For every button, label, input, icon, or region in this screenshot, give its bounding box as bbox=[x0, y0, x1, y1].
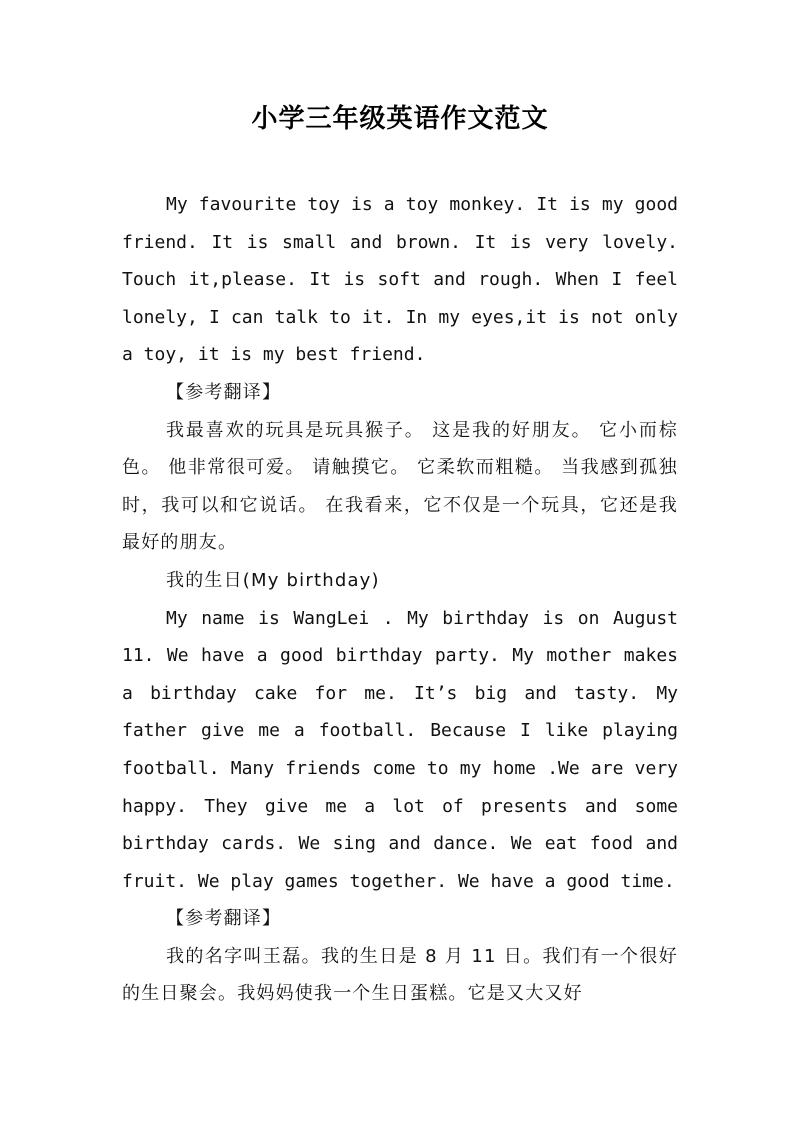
translation-heading: 【参考翻译】 bbox=[166, 381, 282, 403]
document-title: 小学三年级英语作文范文 bbox=[251, 104, 549, 134]
paragraph-birthday-cn: 我的名字叫王磊。我的生日是 8 月 11 日。我们有一个很好的生日聚会。我妈妈使我一个生日蛋糕。它是又大又好 bbox=[122, 945, 678, 1005]
translation-heading: 【参考翻译】 bbox=[166, 908, 282, 930]
section-heading-birthday: 我的生日(My birthday) bbox=[166, 569, 380, 591]
paragraph-favourite-toy-en: My favourite toy is a toy monkey. It is my good friend. It is small and brown. It is very lovely. Touch it,please. It is soft and rough. When I feel lonely, I can talk to it. In my eyes,it is not only a toy, it is my best friend. bbox=[122, 194, 678, 366]
paragraph-favourite-toy-cn: 我最喜欢的玩具是玩具猴子。 这是我的好朋友。 它小而棕色。 他非常很可爱。 请触摸它。 它柔软而粗糙。 当我感到孤独时，我可以和它说话。 在我看来，它不仅是一个玩具，它还是我最好的朋友。 bbox=[122, 419, 678, 554]
document-body bbox=[122, 186, 678, 1013]
paragraph-birthday-en: My name is WangLei . My birthday is on August 11. We have a good birthday party. My mother makes a birthday cake for me. It’s big and tasty. My father give me a football. Because I like playing football. Many friends come to my home .We are very happy. They give me a lot of presents and some birthday cards. We sing and dance. We eat food and fruit. We play games together. We have a good time. bbox=[122, 607, 678, 892]
